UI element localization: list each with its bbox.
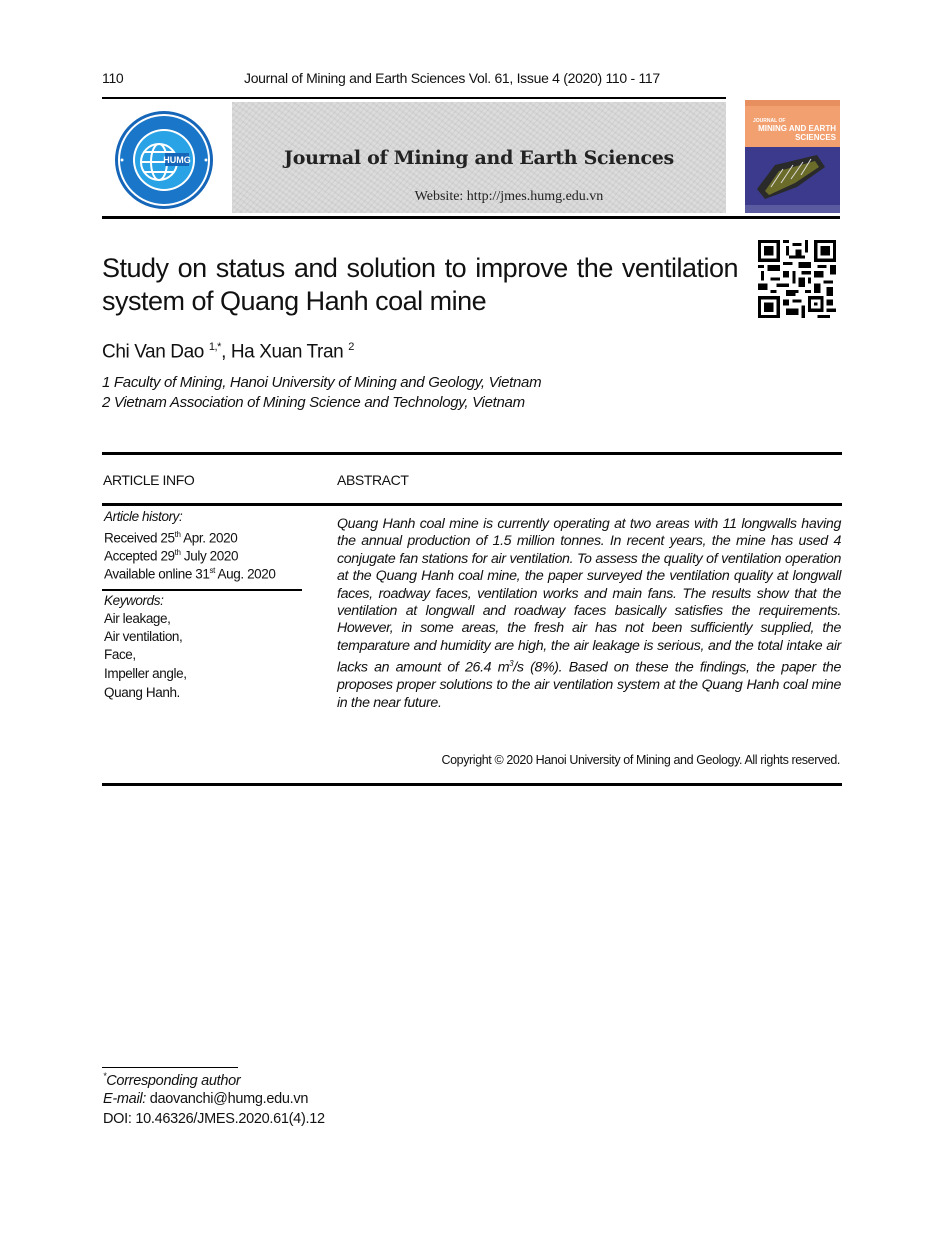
email-line: [103, 1091, 308, 1107]
abstract-text: [337, 516, 841, 712]
footnote-rule: [102, 1067, 238, 1068]
keyword: Quang Hanh.: [104, 685, 180, 700]
author-separator: ,: [221, 341, 231, 363]
author-name: Ha Xuan Tran: [230, 341, 344, 363]
author-list: [102, 341, 354, 363]
humg-logo-icon: [113, 110, 216, 210]
keyword: Air leakage,: [104, 611, 171, 626]
qr-code[interactable]: [757, 240, 837, 318]
article-info-heading: ARTICLE INFO: [103, 472, 195, 488]
author-name: Chi Van Dao: [102, 341, 204, 363]
history-date: Received 25: [104, 530, 175, 546]
cover-title: [751, 124, 836, 142]
ordinal-suffix: th: [174, 530, 181, 539]
section-header-rule: [102, 503, 842, 506]
email-link[interactable]: daovanchi@humg.edu.vn: [146, 1091, 309, 1107]
journal-banner: [232, 102, 726, 213]
journal-cover-thumbnail: [745, 100, 840, 213]
history-divider: [102, 589, 302, 591]
ordinal-suffix: st: [209, 566, 215, 575]
cover-title-line2: SCIENCES: [795, 133, 836, 142]
author-affiliation-mark: 1,*: [208, 341, 222, 353]
page-number: 110: [102, 70, 124, 86]
banner-bottom-rule: [102, 216, 840, 219]
mining-machine-icon: [745, 147, 840, 205]
keyword: Impeller angle,: [104, 666, 187, 681]
cover-small-label: JOURNAL OF: [753, 118, 786, 124]
banner-title: Journal of Mining and Earth Sciences: [284, 147, 674, 169]
history-date: Accepted 29: [104, 548, 175, 564]
keyword: Air ventilation,: [104, 629, 183, 644]
affiliation: 2 Vietnam Association of Mining Science and Technology, Vietnam: [102, 394, 525, 411]
cover-bottom-band: [745, 205, 840, 213]
keywords-label: Keywords:: [104, 593, 164, 608]
qr-code-icon: [757, 240, 837, 318]
svg-text:HUMG: HUMG: [163, 155, 191, 165]
cover-image: [745, 147, 840, 205]
history-date-rest: Aug. 2020: [214, 566, 276, 582]
doi-link[interactable]: DOI: 10.46326/JMES.2020.61(4).12: [103, 1111, 325, 1127]
copyright-notice: Copyright © 2020 Hanoi University of Mining and Geology. All rights reserved.: [441, 753, 840, 767]
keyword: Face,: [104, 647, 136, 662]
email-label: E-mail:: [103, 1091, 147, 1107]
section-top-rule: [102, 452, 842, 455]
abstract-body-end: /s (8%). Based on these the findings, the paper the proposes proper solutions to the air ventilation system at the Quang Hanh coal mine in the near future.: [337, 659, 841, 711]
history-date: Available online 31: [104, 566, 210, 582]
history-date-rest: July 2020: [180, 548, 239, 564]
corresponding-label: Corresponding author: [106, 1072, 241, 1089]
abstract-body: Quang Hanh coal mine is currently operating at two areas with 11 longwalls having the annual production of 1.5 million tonnes. In recent years, the mine has used 4 conjugate fan stations for air ventilation. To assess the quality of ventilation operation at the Quang Hanh coal mine, the paper surveyed the ventilation quality at longwall faces, roadway faces, ventilation works and main fans. The results show that the ventilation at longwall and roadway faces basically satisfies the requirements. However, in some areas, the fresh air has not been sufficiently supplied, the temparature and humidity are high, the air leakage is serious, and the total intake air lacks an amount of 26.4 m: [337, 516, 841, 676]
history-date-rest: Apr. 2020: [180, 530, 238, 546]
abstract-heading: ABSTRACT: [337, 472, 409, 488]
article-title: Study on status and solution to improve the ventilation system of Quang Hanh coal mine: [102, 253, 738, 316]
history-available-online: [104, 562, 276, 584]
author-affiliation-mark: 2: [348, 341, 354, 353]
corresponding-author-note: [103, 1071, 240, 1089]
university-logo: [113, 110, 216, 210]
cover-title-line1: MINING AND EARTH: [758, 124, 836, 133]
header-rule: [102, 97, 726, 99]
section-bottom-rule: [102, 783, 842, 786]
unit-superscript: 3: [509, 659, 514, 669]
cover-top-band: [745, 100, 840, 106]
journal-reference: Journal of Mining and Earth Sciences Vol. 61, Issue 4 (2020) 110 - 117: [244, 70, 660, 86]
affiliation: 1 Faculty of Mining, Hanoi University of Mining and Geology, Vietnam: [102, 374, 542, 391]
ordinal-suffix: th: [174, 548, 181, 557]
article-history-label: Article history:: [104, 509, 183, 524]
footnote-mark: *: [103, 1071, 107, 1081]
banner-website: Website: http://jmes.humg.edu.vn: [414, 189, 604, 204]
